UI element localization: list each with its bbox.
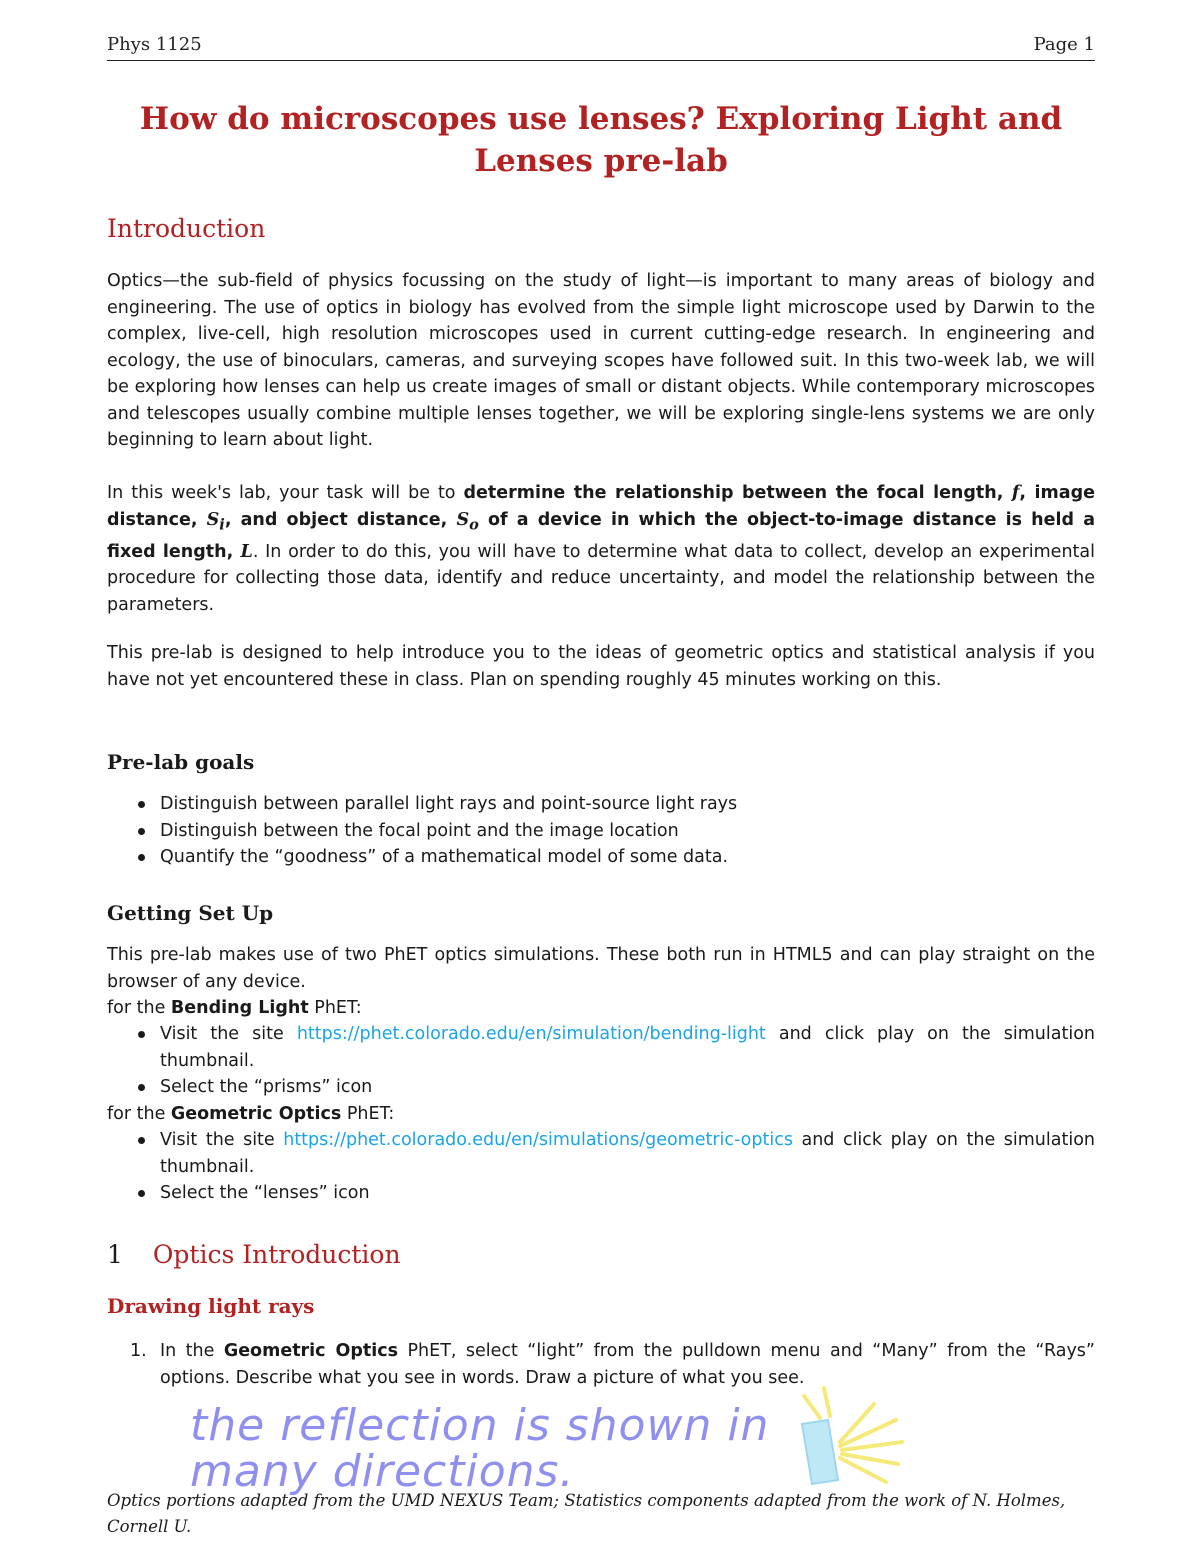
question-text: In the Geometric Optics PhET, select “light” from the pulldown menu and “Many” from the “Rays” options. Describe what you see in words. Draw a picture of what you see. [160, 1341, 1095, 1388]
introduction-heading: Introduction [107, 214, 266, 243]
question-list [130, 1338, 1095, 1391]
bending-light-label: for the Bending Light PhET: [107, 998, 362, 1018]
list-item: Visit the site https://phet.colorado.edu/en/simulations/geometric-optics and click play on the simulation thumbnail. [130, 1127, 1095, 1180]
list-item: Distinguish between the focal point and the image location [130, 818, 1095, 845]
list-item: Quantify the “goodness” of a mathematical model of some data. [130, 844, 1095, 871]
setup-heading: Getting Set Up [107, 901, 274, 925]
page-header [107, 34, 1095, 61]
course-label: Phys 1125 [107, 34, 202, 55]
intro-paragraph-1: Optics—the sub-field of physics focussing on the study of light—is important to many areas of biology and engineering. The use of optics in biology has evolved from the simple light microscope used by Darwin to the complex, live-cell, high resolution microscopes used in current cutting-edge research. In engineering and ecology, the use of binoculars, cameras, and surveying scopes have followed suit. In this two-week lab, we will be exploring how lenses can help us create images of small or distant objects. While contemporary microscopes and telescopes usually combine multiple lenses together, we will be exploring single-lens systems we are only beginning to learn about light. [107, 271, 1095, 450]
list-item: Select the “prisms” icon [130, 1074, 1095, 1101]
page-number: Page 1 [1033, 34, 1095, 55]
footer-note: Optics portions adapted from the UMD NEXUS Team; Statistics components adapted from the work of N. Holmes, Cornell U. [107, 1491, 1066, 1536]
question-number: 1. [130, 1341, 147, 1361]
geometric-optics-list [130, 1127, 1095, 1207]
goals-list [130, 791, 1095, 871]
section-1-heading: 1 Optics Introduction [107, 1240, 401, 1269]
geometric-optics-link[interactable]: https://phet.colorado.edu/en/simulations/geometric-optics [283, 1130, 793, 1150]
intro-paragraph-3: This pre-lab is designed to help introduce you to the ideas of geometric optics and statistical analysis if you have not yet encountered these in class. Plan on spending roughly 45 minutes working on this. [107, 643, 1095, 690]
bending-light-list [130, 1021, 1095, 1101]
light-drawing [790, 1382, 930, 1492]
page-title: How do microscopes use lenses? Exploring Light and Lenses pre-lab [139, 101, 1063, 179]
list-item: Visit the site https://phet.colorado.edu/en/simulation/bending-light and click play on the simulation thumbnail. [130, 1021, 1095, 1074]
goals-heading: Pre-lab goals [107, 750, 255, 774]
list-item: Select the “lenses” icon [130, 1180, 1095, 1207]
bending-light-link[interactable]: https://phet.colorado.edu/en/simulation/bending-light [296, 1024, 766, 1044]
setup-intro: This pre-lab makes use of two PhET optics simulations. These both run in HTML5 and can play straight on the browser of any device. [107, 945, 1095, 992]
list-item: Distinguish between parallel light rays and point-source light rays [130, 791, 1095, 818]
handwritten-answer-line-1: the reflection is shown in [190, 1400, 770, 1451]
geometric-optics-label: for the Geometric Optics PhET: [107, 1104, 395, 1124]
drawing-rays-heading: Drawing light rays [107, 1294, 315, 1318]
intro-paragraph-2: In this week's lab, your task will be to determine the relationship between the focal length, f, image distance, $S_i$, and object distance, $S_o$ of a device in which the object-to-image distance is held a fixed length, L. In order to do this, you will have to determine what data to collect, develop an experimental procedure for collecting those data, identify and reduce uncertainty, and model the relationship between the parameters. [107, 483, 1095, 615]
handwritten-answer-line-2: many directions. [190, 1446, 575, 1497]
task-bold-text: determine the relationship between the focal length, f, image distance, $S_i$, and object distance, $S_o$ of a device in which the object-to-image distance is held a fixed length, L [107, 483, 1095, 562]
